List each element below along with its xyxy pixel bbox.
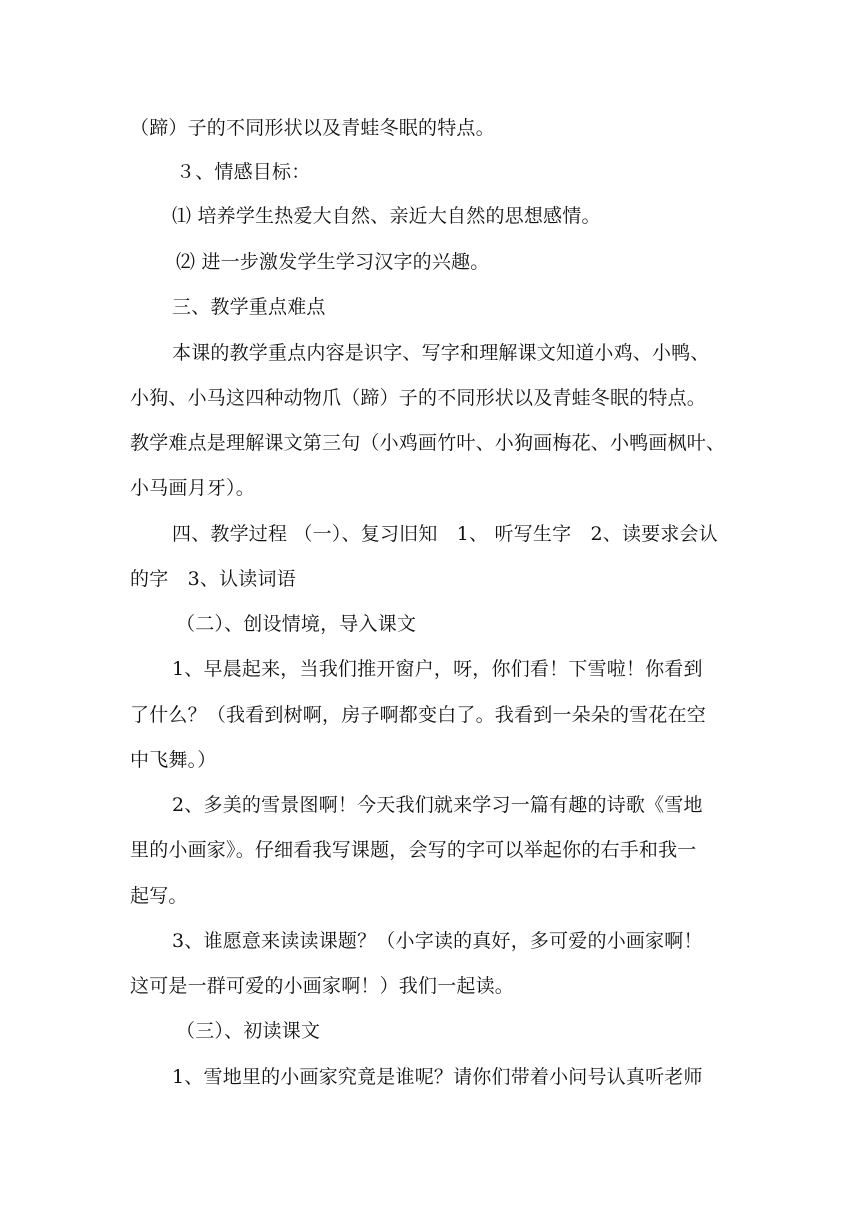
text-line: 1、早晨起来，当我们推开窗户，呀，你们看！下雪啦！你看到 <box>172 658 703 680</box>
section-heading: 四、教学过程 （一）、复习旧知 1、 听写生字 2、读要求会认 <box>172 523 718 545</box>
text-line: 教学难点是理解课文第三句（小鸡画竹叶、小狗画梅花、小鸭画枫叶、 <box>130 432 726 454</box>
section-heading: （二）、创设情境，导入课文 <box>176 613 417 635</box>
text-line: 的字 3、认读词语 <box>130 568 296 590</box>
text-line: 里的小画家》。仔细看我写课题，会写的字可以举起你的右手和我一 <box>130 839 697 861</box>
text-line: 了什么？（我看到树啊，房子啊都变白了。我看到一朵朵的雪花在空 <box>130 704 707 726</box>
text-line: 这可是一群可爱的小画家啊！）我们一起读。 <box>130 975 515 997</box>
text-line: ⑴ 培养学生热爱大自然、亲近大自然的思想感情。 <box>172 205 601 227</box>
text-line: （蹄）子的不同形状以及青蛙冬眠的特点。 <box>130 117 495 139</box>
section-heading: （三）、初读课文 <box>176 1020 321 1042</box>
text-line: 小马画月牙）。 <box>130 477 255 499</box>
text-line: 1、雪地里的小画家究竟是谁呢？请你们带着小问号认真听老师 <box>172 1066 703 1088</box>
section-heading: 三、教学重点难点 <box>172 296 326 318</box>
text-line: ⑵ 进一步激发学生学习汉字的兴趣。 <box>176 251 490 273</box>
text-line: 起写。 <box>130 885 188 907</box>
text-line: 2、多美的雪景图啊！今天我们就来学习一篇有趣的诗歌《雪地 <box>172 794 703 816</box>
text-line: 小狗、小马这四种动物爪（蹄）子的不同形状以及青蛙冬眠的特点。 <box>130 387 707 409</box>
section-heading: ３、情感目标： <box>176 161 311 183</box>
text-line: 本课的教学重点内容是识字、写字和理解课文知道小鸡、小鸭、 <box>172 342 710 364</box>
text-line: 3、谁愿意来读读课题？（小字读的真好，多可爱的小画家啊！ <box>172 930 703 952</box>
text-line: 中飞舞。） <box>130 749 217 771</box>
